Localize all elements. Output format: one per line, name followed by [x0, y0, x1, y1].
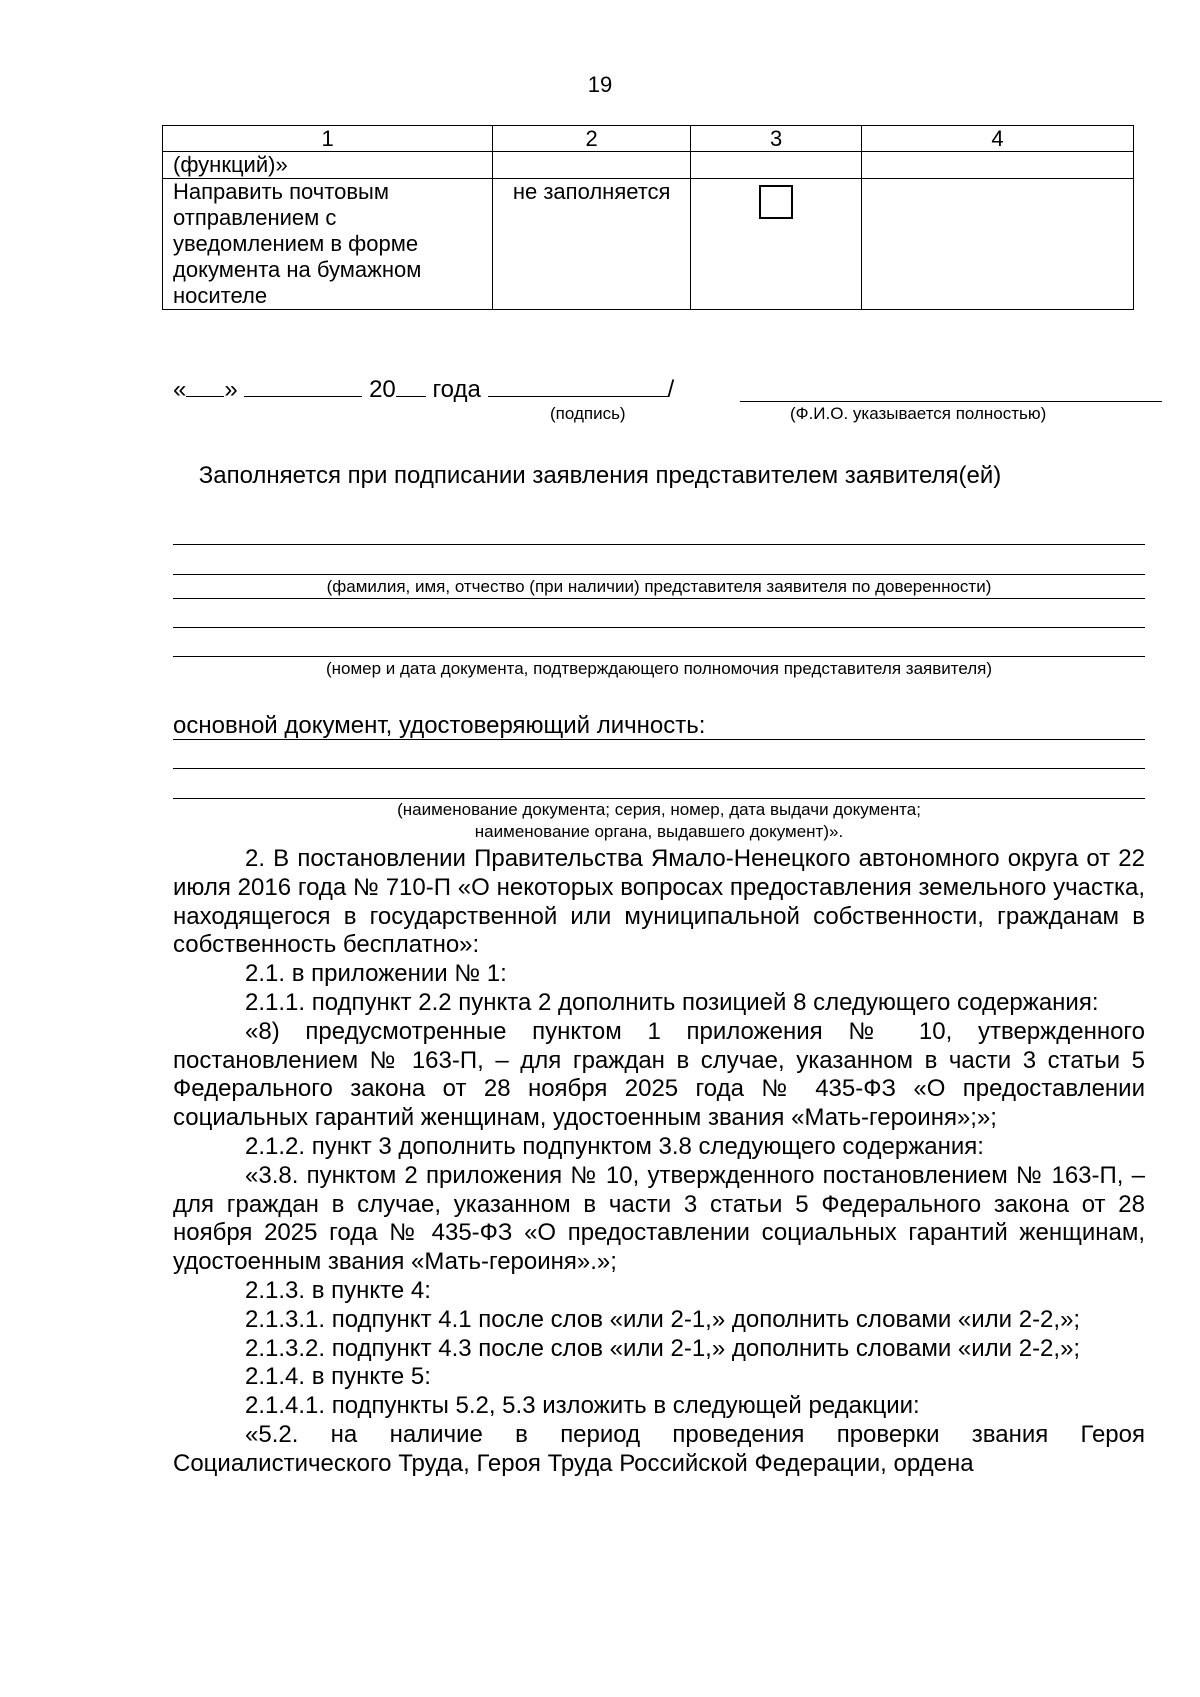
paragraph: «8) предусмотренные пунктом 1 приложения № 10, утвержденного постановлением № 163-П, – для граждан в случае, указанном в части 3 статьи 5 Федерального закона от 28 ноября 2025 года № 435-ФЗ «О предоставлении социальных гарантий женщинам, удостоенным звания «Мать-героиня»;»;	[173, 1017, 1145, 1132]
paragraph: 2.1.2. пункт 3 дополнить подпунктом 3.8 следующего содержания:	[245, 1132, 984, 1160]
blank-line[interactable]	[173, 656, 1145, 657]
table-cell: не заполняется	[493, 179, 691, 310]
table-row	[163, 152, 1134, 179]
paragraph: 2. В постановлении Правительства Ямало-Ненецкого автономного округа от 22 июля 2016 года № 710-П «О некоторых вопросах предоставления земельного участка, находящегося в государственной или муниципальной собственности, гражданам в собственность бесплатно»:	[173, 845, 1145, 959]
name-caption: (фамилия, имя, отчество (при наличии) представителя заявителя по доверенности)	[326, 577, 992, 596]
paragraph: «5.2. на наличие в период проведения проверки звания Героя Социалистического Труда, Героя Труда Российской Федерации, ордена	[173, 1420, 1145, 1477]
table-cell	[691, 179, 862, 310]
slash: /	[667, 376, 675, 403]
table-header-cell: 2	[493, 126, 691, 152]
quote-close: »	[224, 376, 238, 403]
checkbox[interactable]	[759, 185, 793, 219]
year-word: года	[432, 376, 481, 403]
blank-line[interactable]	[173, 627, 1145, 628]
fio-caption: (Ф.И.О. указывается полностью)	[790, 404, 1047, 423]
table-row	[163, 179, 1134, 310]
signature-caption: (подпись)	[550, 404, 626, 423]
form-table	[162, 125, 1134, 310]
id-caption-line2: наименование органа, выдавшего документ)».	[474, 822, 844, 841]
table-cell	[862, 152, 1134, 179]
paragraph: 2.1.4. в пункте 5:	[245, 1363, 431, 1391]
paragraph: 2.1.4.1. подпункты 5.2, 5.3 изложить в следующей редакции:	[245, 1392, 920, 1420]
signature-blank[interactable]	[488, 372, 668, 397]
blank-line[interactable]	[173, 598, 1145, 599]
table-header-cell: 4	[862, 126, 1134, 152]
month-blank[interactable]	[244, 372, 362, 397]
table-cell: (функций)»	[163, 152, 493, 179]
body-text	[173, 845, 1145, 1479]
paragraph: 2.1.3.1. подпункт 4.1 после слов «или 2-1,» дополнить словами «или 2-2,»;	[245, 1305, 1081, 1333]
document-caption: (номер и дата документа, подтверждающего полномочия представителя заявителя)	[325, 659, 993, 678]
table-header-row	[163, 126, 1134, 152]
table-cell	[691, 152, 862, 179]
paragraph: 2.1.3. в пункте 4:	[245, 1276, 431, 1304]
year-blank[interactable]	[396, 372, 426, 397]
id-document-label: основной документ, удостоверяющий личность:	[173, 712, 706, 739]
blank-line[interactable]	[173, 768, 1145, 769]
paragraph: 2.1.1. подпункт 2.2 пункта 2 дополнить позицией 8 следующего содержания:	[245, 988, 1099, 1016]
blank-line[interactable]	[173, 544, 1145, 545]
id-caption-line1: (наименование документа; серия, номер, дата выдачи документа;	[397, 800, 921, 819]
representative-heading: Заполняется при подписании заявления представителем заявителя(ей)	[198, 462, 1002, 489]
table-header-cell: 1	[163, 126, 493, 152]
blank-line[interactable]	[173, 798, 1145, 799]
day-blank[interactable]	[186, 372, 224, 397]
page-number: 19	[587, 72, 613, 97]
table-cell	[493, 152, 691, 179]
year-prefix: 20	[369, 376, 396, 403]
quote-open: «	[173, 376, 187, 403]
table-header-cell: 3	[691, 126, 862, 152]
table-cell: Направить почтовым отправлением с уведомлением в форме документа на бумажном носителе	[163, 179, 493, 310]
paragraph: 2.1. в приложении № 1:	[245, 960, 507, 988]
fio-blank[interactable]	[740, 401, 1162, 402]
blank-line[interactable]	[173, 574, 1145, 575]
blank-line[interactable]	[173, 739, 1145, 740]
paragraph: «3.8. пунктом 2 приложения № 10, утвержденного постановлением № 163-П, – для граждан в случае, указанном в части 3 статьи 5 Федерального закона от 28 ноября 2025 года № 435-ФЗ «О предоставлении социальных гарантий женщинам, удостоенным звания «Мать-героиня».»;	[173, 1161, 1145, 1276]
signature-line	[173, 372, 674, 404]
paragraph: 2.1.3.2. подпункт 4.3 после слов «или 2-1,» дополнить словами «или 2-2,»;	[245, 1334, 1081, 1362]
table-cell	[862, 179, 1134, 310]
